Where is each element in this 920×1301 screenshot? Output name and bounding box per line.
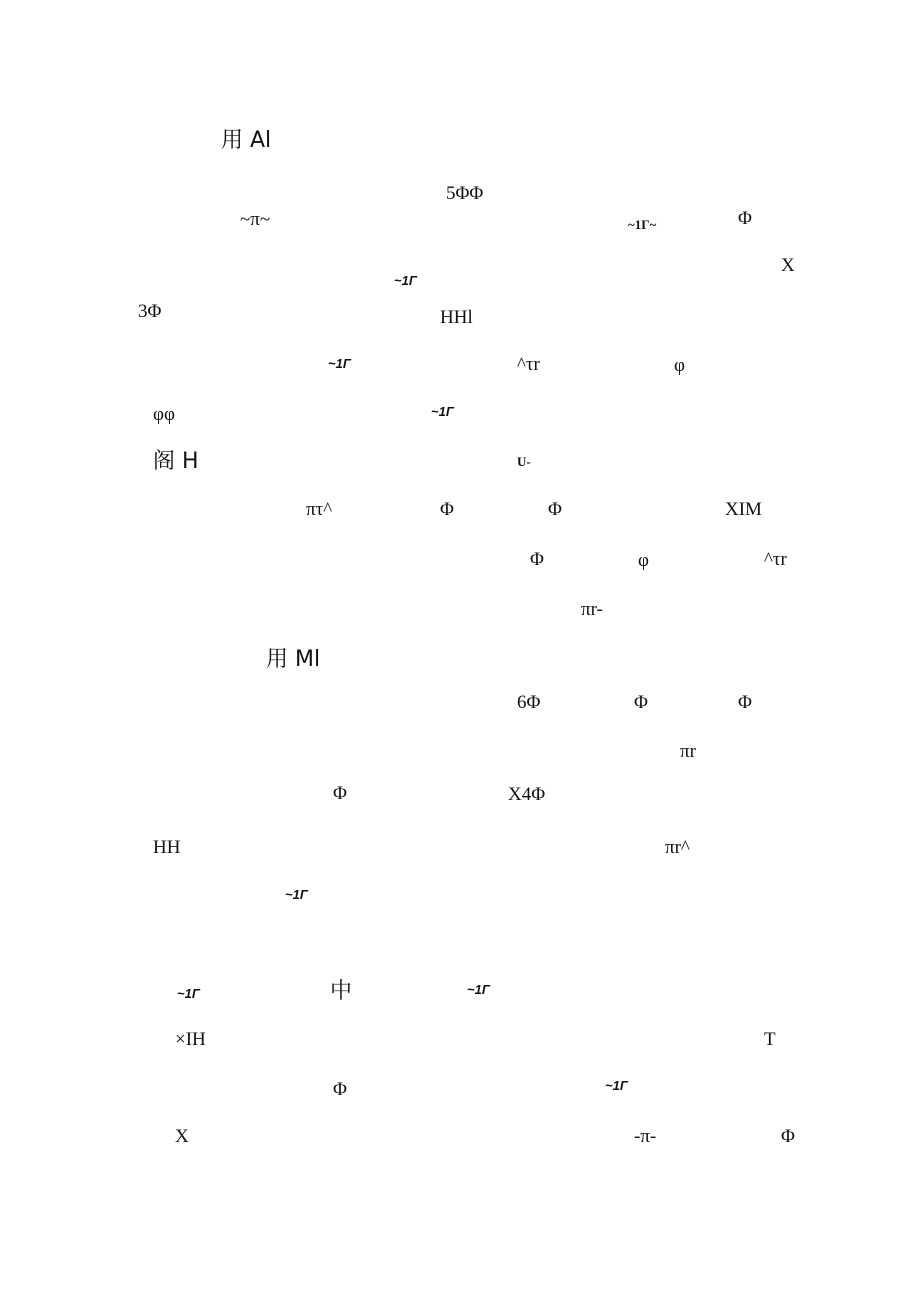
text-fragment: HH xyxy=(153,837,181,858)
text-fragment: Φ xyxy=(333,1079,347,1100)
text-fragment: ~1Γ~ xyxy=(628,217,657,232)
text-fragment: ~1Γ xyxy=(285,887,308,902)
text-fragment: πr xyxy=(680,741,696,762)
text-fragment: 中 xyxy=(330,979,353,1004)
text-fragment: ~1Γ xyxy=(467,982,490,997)
text-fragment: Φ xyxy=(548,499,562,520)
text-fragment: 5ΦΦ xyxy=(446,183,484,204)
text-fragment: ×IH xyxy=(175,1029,206,1050)
text-fragment: Φ xyxy=(333,783,347,804)
text-fragment: X xyxy=(781,255,795,276)
text-fragment: ~1Γ xyxy=(605,1078,628,1093)
text-fragment: Φ xyxy=(634,692,648,713)
text-fragment: 用 Al xyxy=(221,128,272,153)
text-fragment: ^τr xyxy=(517,354,540,375)
text-fragment: πr- xyxy=(581,599,603,620)
text-fragment: 阁 H xyxy=(153,449,199,474)
text-fragment: φ xyxy=(674,355,685,376)
text-fragment: πτ^ xyxy=(306,499,333,520)
text-fragment: X4Φ xyxy=(508,784,546,805)
text-fragment: XIM xyxy=(725,499,762,520)
text-fragment: Φ xyxy=(738,692,752,713)
text-fragment: ~1Γ xyxy=(328,356,351,371)
text-fragment: φφ xyxy=(153,404,175,425)
text-fragment: ~1Γ xyxy=(431,404,454,419)
text-fragment: Φ xyxy=(781,1126,795,1147)
text-fragment: Φ xyxy=(440,499,454,520)
text-fragment: HHl xyxy=(440,307,473,328)
text-fragment: 用 Ml xyxy=(266,647,321,672)
text-fragment: -π- xyxy=(634,1126,657,1147)
text-fragment: πr^ xyxy=(665,837,690,858)
text-fragment: φ xyxy=(638,550,649,571)
text-fragment: T xyxy=(764,1029,776,1050)
text-fragment: ^τr xyxy=(764,549,787,570)
text-fragment: 3Φ xyxy=(138,301,162,322)
text-fragment: X xyxy=(175,1126,189,1147)
text-fragment: 6Φ xyxy=(517,692,541,713)
text-fragment: ~1Γ xyxy=(394,273,417,288)
text-fragment: U- xyxy=(517,454,531,469)
text-fragment: Φ xyxy=(530,549,544,570)
text-fragment: ~π~ xyxy=(240,209,271,230)
text-fragment: ~1Γ xyxy=(177,986,200,1001)
text-fragment: Φ xyxy=(738,208,752,229)
